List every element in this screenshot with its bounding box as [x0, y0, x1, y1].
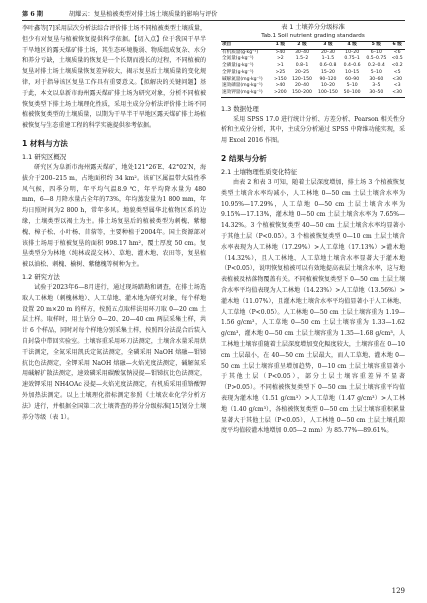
- table-header-cell: 项目: [222, 42, 232, 47]
- section-1-3-paragraph: 采用 SPSS 17.0 进行统计分析、方差分析、Pearson 相关性分析和主成分分析，其中，主成分分析通过 SPSS 中降维功能实现，采用 Excel 2016 作图。: [221, 115, 405, 145]
- table-cell: 1.5–2: [295, 56, 309, 62]
- table-cell: 0.4–0.6: [343, 63, 361, 69]
- table-cell: 10–20: [345, 49, 360, 55]
- table-cell: 碱解氮量(mg·kg⁻¹): [222, 76, 263, 82]
- table-cell: 速效钾量(mg·kg⁻¹): [222, 89, 263, 95]
- intro-paragraph: 李叶鑫等[7]采用层次分析法综合评价排土场不同植被类型土壤质量，但少有对复垦与植被恢复提供科学依据。【切入点】位于我国干旱半干旱地区的露天煤矿排土场，其生态环境脆弱、物质组成复杂、水分和养分亏缺，土壤质量的恢复是一个长期而漫长的过程，不同植被的复垦对排土场土壤质量恢复差异较大，揭示复垦后土壤质量的变化规律，对于指导该区复垦工作具有重要意义。【拟解决的关键问题】基于此，本文以阜新市海州露天煤矿排土场为研究对象，分析不同植被恢复类型下排土场土壤理化性质，采用主成分分析法评价排土场不同植被恢复类型的土壤质量，以期为干旱半干旱地区露天煤矿排土场植被恢复与生态重建工程的科学实施提供参考依据。: [22, 25, 206, 130]
- table-cell: 0.6–0.8: [319, 63, 337, 69]
- table-cell: 15–20: [320, 69, 335, 75]
- table-cell: <30: [392, 76, 402, 82]
- table-cell: 90–120: [319, 76, 337, 82]
- table-cell: >40: [275, 49, 286, 55]
- table-cell: 0.5–0.75: [366, 56, 387, 62]
- table-cell: >150: [274, 76, 287, 82]
- table-cell: 全钾量(g·kg⁻¹): [222, 69, 254, 75]
- table-cell: 20–30: [320, 49, 335, 55]
- table-header-cell: 2 级: [297, 42, 307, 47]
- table-row: [221, 63, 405, 70]
- table-cell: 10–15: [345, 69, 360, 75]
- table-cell: 1–1.5: [321, 56, 335, 62]
- table-cell: >2: [276, 56, 284, 62]
- page-number: 129: [391, 587, 405, 595]
- page-header: [22, 6, 405, 21]
- table-cell: 10–20: [320, 83, 335, 89]
- table-row: [221, 90, 405, 97]
- table-cell: <3: [393, 83, 401, 89]
- table-cell: >25: [275, 69, 286, 75]
- section-2-title: 2 结果与分析: [221, 154, 267, 164]
- table-header-cell: 3 级: [323, 42, 333, 47]
- table-cell: 50–100: [343, 89, 361, 95]
- table-cell: <6: [393, 49, 401, 55]
- table-header-cell: 5 级: [371, 42, 382, 47]
- table-row: [221, 70, 405, 77]
- table-header-cell: 4 级: [347, 42, 357, 47]
- table-cell: 100–150: [318, 89, 338, 95]
- table-cell: 全氮量(g·kg⁻¹): [222, 56, 254, 62]
- issue-number: 第 6 期: [22, 10, 43, 18]
- section-1-2-title: 1.2 研究方法: [22, 272, 60, 281]
- section-2-1-paragraph: 由表 2 和表 3 可知，随着土层深度增加，排土场 3 个植被恢复类型土壤含水率均减小，人工林地 0—50 cm 土层土壤含水率为 10.95%—17.29%，人工草地 0—50 cm 土层土壤含水率为 9.15%—17.13%，灌木地 0—50 cm 土层土壤含水率为 7.65%—14.32%。3 个植被恢复类型 40—50 cm 土层土壤含水率均显著小于其他土层（P<0.05）。3 个植被恢复类型 0—10 cm 土层土壤含水率表现为人工林地（17.29%）>人工草地（17.13%）>灌木地（14.32%），且人工林地、人工草地土壤含水率显著大于灌木地（P<0.05），说明恢复植被可以有效地提高表层土壤含水率，这与地表植被及枯落物覆盖有关。不同植被恢复类型下 0—50 cm 土层土壤含水率平均值表现为人工林地（14.23%）>人工草地（13.56%）>灌木地（11.07%），且灌木地土壤含水率平均值显著小于人工林地、人工草地（P<0.05）。人工林地 0—50 cm 土层土壤容重为 1.19—1.56 g/cm³，人工草地 0—50 cm 土层土壤容重为 1.33—1.62 g/cm³，灌木地 0—50 cm 土层土壤容重为 1.35—1.68 g/cm³，人工林地土壤容重随着土层深度增加变化幅度较大，土壤容重在 0—10 cm 土层最小，在 40—50 cm 土层最大，而人工草地、灌木地 0—50 cm 土层土壤容重呈增加趋势，0—10 cm 土层土壤容重显著小于其他土层（P<0.05），部分土层土壤容重差异不显著（P>0.05）。不同植被恢复类型下 0—50 cm 土层土壤容重平均值表现为灌木地（1.51 g/cm³）>人工草地（1.47 g/cm³）>人工林地（1.40 g/cm³），各植被恢复类型 0—50 cm 土层土壤容重积累量显著大于其他土层（P<0.05），人工林地 0—50 cm 土层土壤孔隙度平均值较灌木地增加 0.05—2 mm）为 85.77%—89.61%。: [221, 179, 405, 435]
- right-column: [221, 24, 405, 437]
- table-cell: 0.2–0.4: [367, 63, 385, 69]
- table-cell: 30–50: [369, 89, 384, 95]
- section-1-3-title: 1.3 数据处理: [221, 104, 259, 113]
- table-cell: >1: [276, 63, 284, 69]
- section-1-2-paragraph: 试验于2023年6—8月进行，通过现场踏勘和调查，在排土场选取人工林地（刺槐林地）、人工草地、灌木地为研究对象，每个样地设置 20 m×20 m 的样方，按照五点取样法用环刀取 0—20 cm 土层土样。取样时，用土钻分 0—20、20—40 cm 两层采集土样，共计 6 个样品，同时对每个样地分别采集土样，按照四分法混合后装入自封袋中带回实验室。土壤容重采用环刀法测定，土壤含水量采用烘干法测定，全氮采用凯氏定氮法测定，全磷采用 NaOH 熔融—钼锑抗比色法测定，全钾采用 NaOH 熔融—火焰光度法测定，碱解氮采用碱解扩散法测定，速效磷采用碳酸氢钠浸提—钼锑抗比色法测定，速效钾采用 NH4OAc 浸提—火焰光度法测定，有机质采用重铬酸钾外加热法测定。以上土壤理化指标测定参照《土壤农业化学分析方法》进行，并根据全国第二次土壤普查的养分分级标准[15]划分土壤养分等级（表 1）。: [22, 283, 206, 421]
- table-cell: 0.8–1: [295, 63, 309, 69]
- table-cell: 速效磷量(mg·kg⁻¹): [222, 83, 263, 89]
- table-header-cell: 1 级: [275, 42, 286, 47]
- table-row: [221, 83, 405, 90]
- section-2-1-title: 2.1 土壤物理性质变化特征: [221, 168, 298, 177]
- table-cell: 30–40: [295, 49, 309, 55]
- table-header-cell: 6 级: [392, 42, 402, 47]
- table-cell: 30–60: [369, 76, 384, 82]
- table-cell: <5: [393, 69, 401, 75]
- table-cell: 120–150: [292, 76, 312, 82]
- table-cell: >200: [274, 89, 287, 95]
- table-1-title: 表 1 土壤养分分级标准: [281, 24, 345, 31]
- table-cell: 6–10: [370, 49, 382, 55]
- table-cell: >40: [275, 83, 286, 89]
- table-1-title-en: Tab.1 Soil nutrient grading standards: [261, 33, 365, 39]
- table-cell: 3–5: [372, 83, 381, 89]
- table-cell: <0.2: [391, 63, 403, 69]
- section-1-1-paragraph: 研究区为阜新市海州露天煤矿，地处121°26′E、42°02′N，海拔介于200–215 m，占地面积约 34 km²。该矿区属温带大陆性季风气候，四季分明，年平均气温8.9 ℃，年平均降水量为 480 mm，6—8 月降水量占全年的73%，年均蒸发量为1 800 mm，年均日照时间为2 800 h，常年多风。地貌类型属华北植物区系的边缘，土壤类型以褐土为主。排土场复垦后的植被类型为刺槐、紫穗槐、樟子松、小叶杨、苜蓿等，主要种植于2004年。国土资源部对该排土场用于植被复垦的面积 998.17 hm²，覆土厚度 50 cm。复垦类型分为林地（纯林或混交林）、草地、灌木地、农田等，复垦植被以油松、刺槐、榆树、紫穗槐等树种为主。: [22, 163, 206, 269]
- table-cell: 全磷量(g·kg⁻¹): [222, 63, 254, 69]
- table-header-row: [221, 42, 405, 50]
- section-1-1-title: 1.1 研究区概况: [22, 152, 67, 161]
- table-cell: <0.5: [391, 56, 403, 62]
- table-cell: 5–10: [346, 83, 358, 89]
- table-cell: 有机质量(g·kg⁻¹): [222, 49, 259, 55]
- section-1-title: 1 材料与方法: [22, 138, 68, 148]
- table-cell: 20–40: [295, 83, 309, 89]
- table-cell: 20–25: [295, 69, 309, 75]
- table-cell: 150–200: [292, 89, 312, 95]
- running-title: 胡耀云：复垦植被类型对排土场土壤质量的影响与评价: [69, 10, 218, 18]
- left-column: [22, 24, 206, 423]
- table-cell: 0.75–1: [344, 56, 360, 62]
- table-cell: 60–90: [345, 76, 360, 82]
- table-cell: <30: [392, 89, 402, 95]
- soil-nutrient-grading-table: [221, 41, 405, 98]
- table-cell: 5–10: [370, 69, 382, 75]
